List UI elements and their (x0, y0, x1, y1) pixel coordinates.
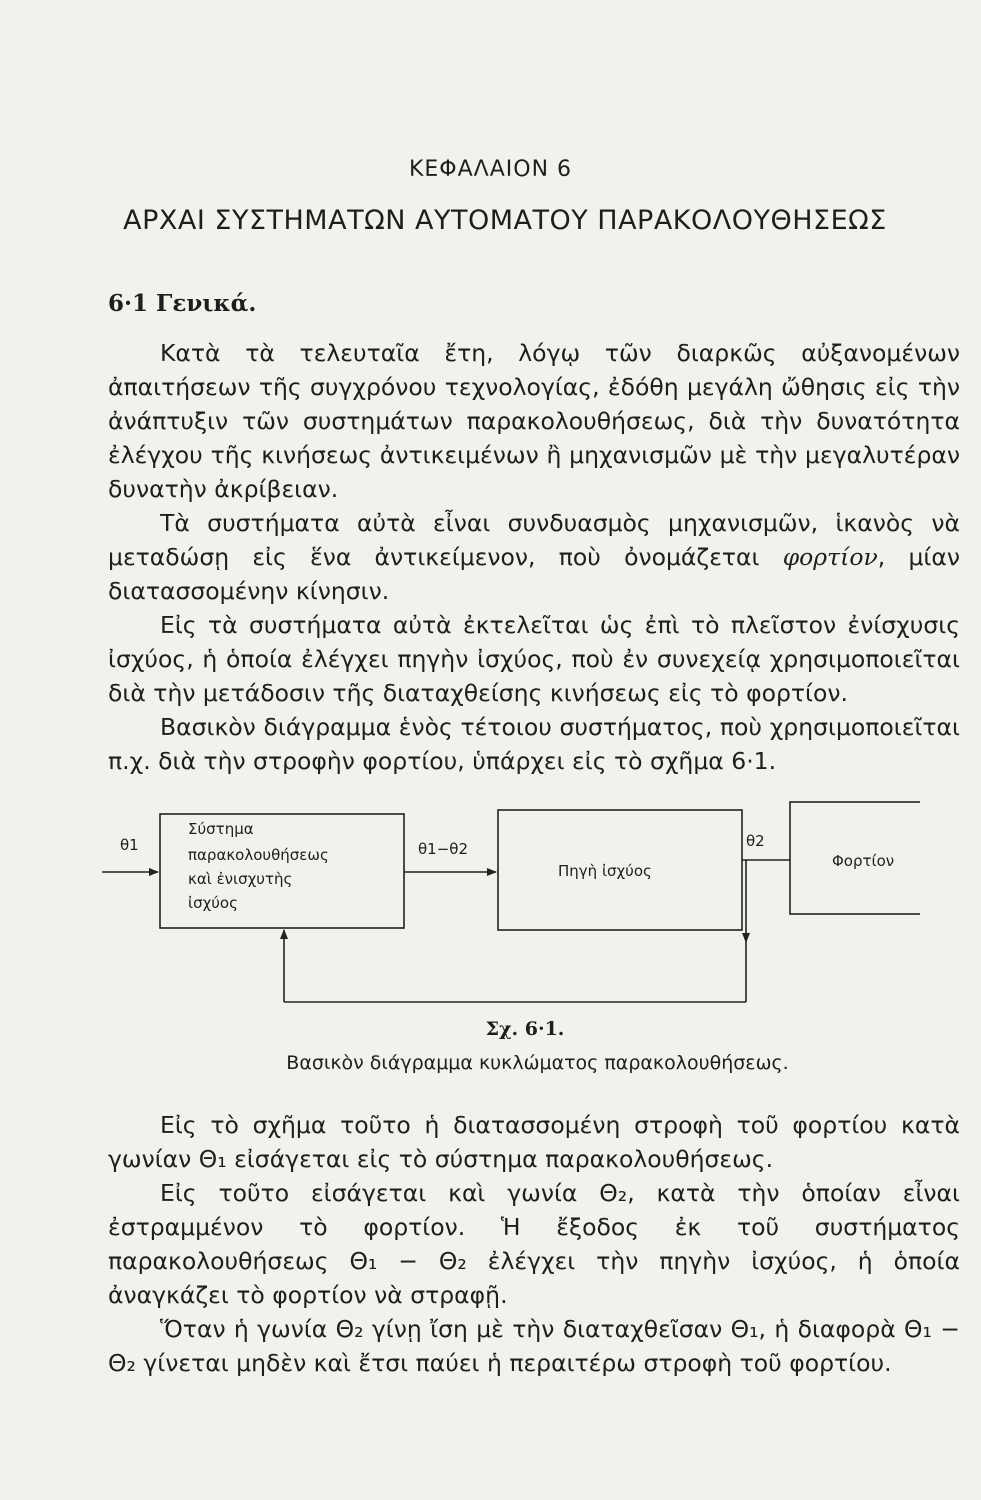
chapter-title: ΑΡΧΑΙ ΣΥΣΤΗΜΑΤΩΝ ΑΥΤΟΜΑΤΟΥ ΠΑΡΑΚΟΛΟΥΘΗΣΕΩΣ (123, 205, 887, 236)
paragraph-5: Εἰς τὸ σχῆμα τοῦτο ἡ διατασσομένη στροφὴ τοῦ φορτίου κατὰ γωνίαν Θ₁ εἰσάγεται εἰς τὸ σύστημα παρακολουθήσεως. (108, 1111, 960, 1173)
paragraph-2 (108, 506, 960, 608)
paragraph-2-text-a: Τὰ συστήματα αὐτὰ εἶναι συνδυασμὸς μηχανισμῶν, ἱκανὸς νὰ μεταδώσῃ εἰς ἕνα ἀντικείμενον, ποὺ ὀνομάζεται (108, 509, 960, 571)
paragraph-3: Εἰς τὰ συστήματα αὐτὰ ἐκτελεῖται ὡς ἐπὶ τὸ πλεῖστον ἐνίσχυσις ἰσχύος, ἡ ὁποία ἐλέγχει πηγὴν ἰσχύος, ποὺ ἐν συνεχείᾳ χρησιμοποιεῖται διὰ τὴν μετάδοσιν τῆς διαταχθείσης κινήσεως εἰς τὸ φορτίον. (108, 611, 960, 707)
paragraph-7: Ὅταν ἡ γωνία Θ₂ γίνῃ ἴση μὲ τὴν διαταχθεῖσαν Θ₁, ἡ διαφορὰ Θ₁ − Θ₂ γίνεται μηδὲν καὶ ἔτσι παύει ἡ περαιτέρω στροφὴ τοῦ φορτίου. (108, 1315, 960, 1377)
paragraph-1: Κατὰ τὰ τελευταῖα ἔτη, λόγῳ τῶν διαρκῶς αὐξανομένων ἀπαιτήσεων τῆς συγχρόνου τεχνολογίας, ἐδόθη μεγάλη ὤθησις εἰς τὴν ἀνάπτυξιν τῶν συστημάτων παρακολουθήσεως, διὰ τὴν δυνατότητα ἐλέγχου τῆς κινήσεως ἀντικειμένων ἢ μηχανισμῶν μὲ τὴν μεγαλυτέραν δυνατὴν ἀκρίβειαν. (108, 339, 960, 503)
term-fortion: φορτίον (782, 543, 878, 571)
chapter-label: ΚΕΦΑΛΑΙΟΝ 6 (408, 157, 573, 182)
error-label: θ1−θ2 (418, 840, 469, 858)
paragraph-6: Εἰς τοῦτο εἰσάγεται καὶ γωνία Θ₂, κατὰ τὴν ὁποίαν εἶναι ἐστραμμένον τὸ φορτίον. Ἡ ἔξοδος ἐκ τοῦ συστήματος παρακολουθήσεως Θ₁ − Θ₂ ἐλέγχει τὴν πηγὴν ἰσχύος, ἡ ὁποία ἀναγκάζει τὸ φορτίον νὰ στραφῇ. (108, 1179, 960, 1309)
paragraph-2-text-b: , μίαν διατασσομένην κίνησιν. (108, 543, 960, 605)
input-label: θ1 (120, 836, 139, 854)
figure-caption: Βασικὸν διάγραμμα κυκλώματος παρακολουθήσεως. (286, 1052, 789, 1074)
body-text-bottom (108, 1108, 960, 1380)
block1-line-3: καὶ ἐνισχυτὴς (188, 870, 293, 888)
block1-line-4: ἰσχύος (188, 894, 238, 912)
section-heading: 6·1 Γενικά. (108, 290, 257, 317)
paragraph-4: Βασικὸν διάγραμμα ἑνὸς τέτοιου συστήματος, ποὺ χρησιμοποιεῖται π.χ. διὰ τὴν στροφὴν φορτίου, ὑπάρχει εἰς τὸ σχῆμα 6·1. (108, 713, 960, 775)
block1-line-2: παρακολουθήσεως (188, 846, 329, 864)
block-diagram (100, 790, 920, 1015)
block1-line-1: Σύστημα (188, 820, 254, 838)
block3-label: Φορτίον (832, 852, 895, 870)
figure-label: Σχ. 6·1. (485, 1018, 565, 1040)
body-text-top (108, 336, 960, 778)
block2-label: Πηγὴ ἰσχύος (558, 862, 652, 880)
output-label: θ2 (746, 832, 765, 850)
